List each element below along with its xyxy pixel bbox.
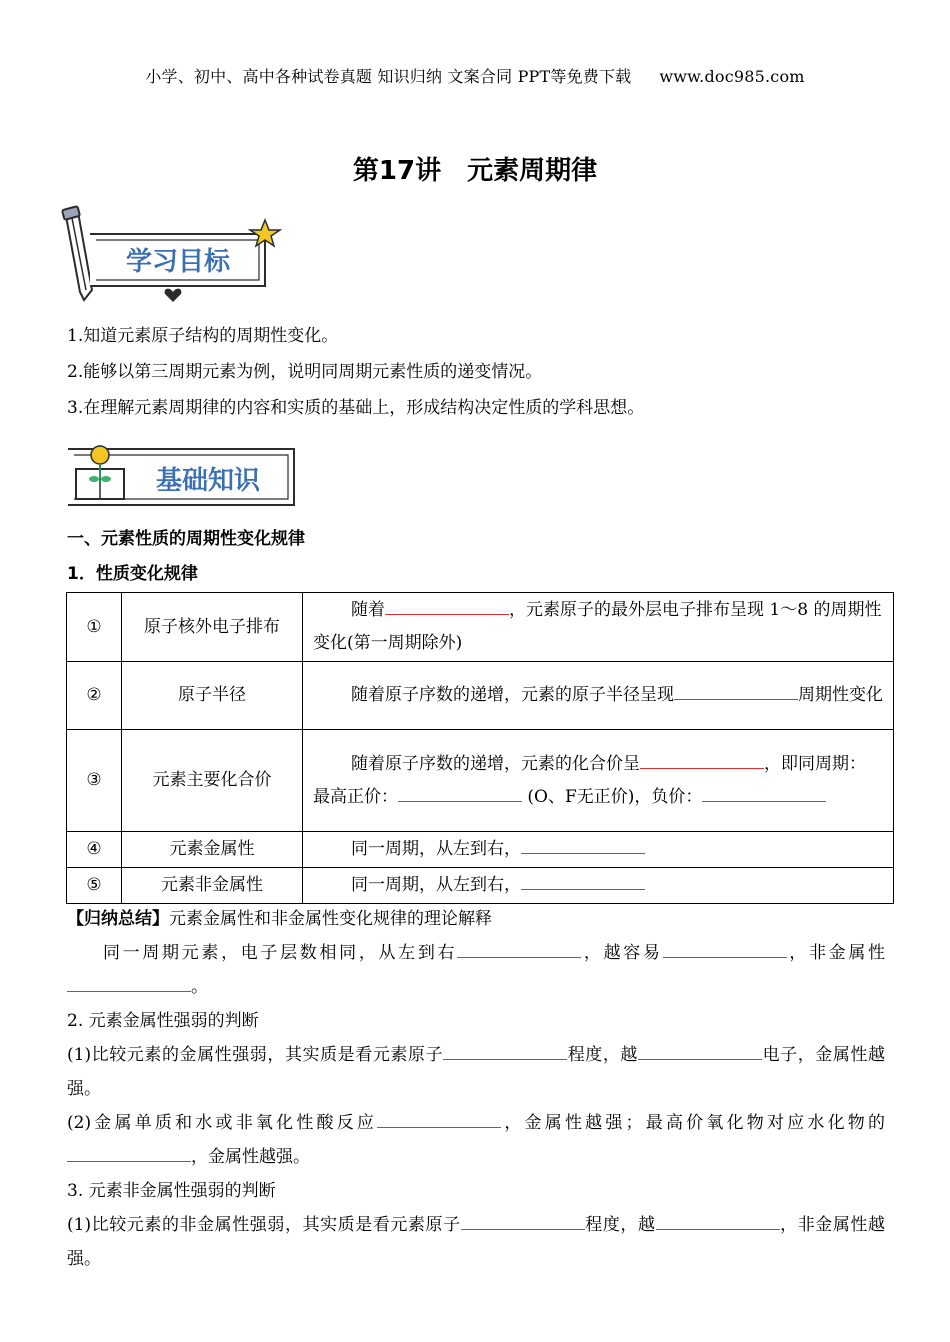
row-description: 同一周期，从左到右， bbox=[303, 832, 894, 868]
row-description: 随着原子序数的递增，元素的化合价呈 ，即同周期： 最高正价： (O、F无正价)，负价： bbox=[303, 730, 894, 832]
table-row bbox=[67, 730, 894, 832]
row-name: 原子核外电子排布 bbox=[122, 593, 303, 662]
metal-heading: 2. 元素金属性强弱的判断 bbox=[67, 1011, 259, 1031]
answer-blank[interactable] bbox=[461, 1211, 585, 1230]
header-site: www.doc985.com bbox=[659, 67, 805, 86]
table-row bbox=[67, 832, 894, 868]
row-name: 原子半径 bbox=[122, 662, 303, 730]
row-name: 元素非金属性 bbox=[122, 868, 303, 904]
section-heading: 一、元素性质的周期性变化规律 bbox=[67, 529, 305, 549]
content-body bbox=[67, 902, 885, 1276]
answer-blank[interactable] bbox=[656, 1211, 780, 1230]
goals-list bbox=[67, 318, 644, 426]
table-row bbox=[67, 868, 894, 904]
summary-heading: 【归纳总结】元素金属性和非金属性变化规律的理论解释 bbox=[67, 909, 492, 929]
goal-item: 1.知道元素原子结构的周期性变化。 bbox=[67, 326, 339, 346]
answer-blank[interactable] bbox=[663, 939, 787, 958]
row-name: 元素金属性 bbox=[122, 832, 303, 868]
answer-blank[interactable] bbox=[674, 681, 798, 700]
row-description: 随着 ，元素原子的最外层电子排布呈现 1～8 的周期性变化(第一周期除外) bbox=[303, 593, 894, 662]
svg-text:学习目标: 学习目标 bbox=[125, 247, 231, 277]
answer-blank[interactable] bbox=[67, 973, 191, 992]
pencil-icon bbox=[62, 206, 92, 300]
row-name: 元素主要化合价 bbox=[122, 730, 303, 832]
basics-badge bbox=[62, 437, 302, 517]
table-row bbox=[67, 593, 894, 662]
answer-blank[interactable] bbox=[377, 1109, 501, 1128]
heart-icon bbox=[165, 289, 182, 302]
row-number: ④ bbox=[67, 832, 122, 868]
summary-paragraph: 同一周期元素，电子层数相同，从左到右 ，越容易 ，非金属性。 bbox=[67, 936, 885, 1004]
page-title: 第17讲 元素周期律 bbox=[352, 156, 598, 186]
metal-item-2: (2)金属单质和水或非氧化性酸反应 ，金属性越强；最高价氧化物对应水化物的，金属性越强。 bbox=[67, 1106, 885, 1174]
rules-table bbox=[66, 592, 894, 904]
table-row bbox=[67, 662, 894, 730]
subsection-heading: 1．性质变化规律 bbox=[67, 564, 198, 584]
goal-item: 3.在理解元素周期律的内容和实质的基础上，形成结构决定性质的学科思想。 bbox=[67, 398, 645, 418]
row-number: ① bbox=[67, 593, 122, 662]
answer-blank[interactable] bbox=[385, 596, 509, 615]
answer-blank[interactable] bbox=[702, 783, 826, 802]
answer-blank[interactable] bbox=[521, 871, 645, 890]
nonmetal-item-1: (1)比较元素的非金属性强弱，其实质是看元素原子 程度，越 ，非金属性越强。 bbox=[67, 1208, 885, 1276]
answer-blank[interactable] bbox=[640, 750, 764, 769]
answer-blank[interactable] bbox=[398, 783, 522, 802]
row-description: 随着原子序数的递增，元素的原子半径呈现 周期性变化 bbox=[303, 662, 894, 730]
metal-item-1: (1)比较元素的金属性强弱，其实质是看元素原子 程度，越 电子，金属性越强。 bbox=[67, 1038, 885, 1106]
answer-blank[interactable] bbox=[457, 939, 581, 958]
svg-text:基础知识: 基础知识 bbox=[155, 466, 261, 496]
nonmetal-heading: 3. 元素非金属性强弱的判断 bbox=[67, 1181, 276, 1201]
goals-badge bbox=[60, 204, 285, 304]
answer-blank[interactable] bbox=[521, 835, 645, 854]
answer-blank[interactable] bbox=[67, 1143, 191, 1162]
row-number: ② bbox=[67, 662, 122, 730]
goal-item: 2.能够以第三周期元素为例，说明同周期元素性质的递变情况。 bbox=[67, 362, 543, 382]
row-number: ⑤ bbox=[67, 868, 122, 904]
answer-blank[interactable] bbox=[443, 1041, 567, 1060]
row-number: ③ bbox=[67, 730, 122, 832]
answer-blank[interactable] bbox=[638, 1041, 762, 1060]
page-header bbox=[0, 64, 950, 87]
header-text: 小学、初中、高中各种试卷真题 知识归纳 文案合同 PPT等免费下载 bbox=[145, 67, 632, 86]
row-description: 同一周期，从左到右， bbox=[303, 868, 894, 904]
